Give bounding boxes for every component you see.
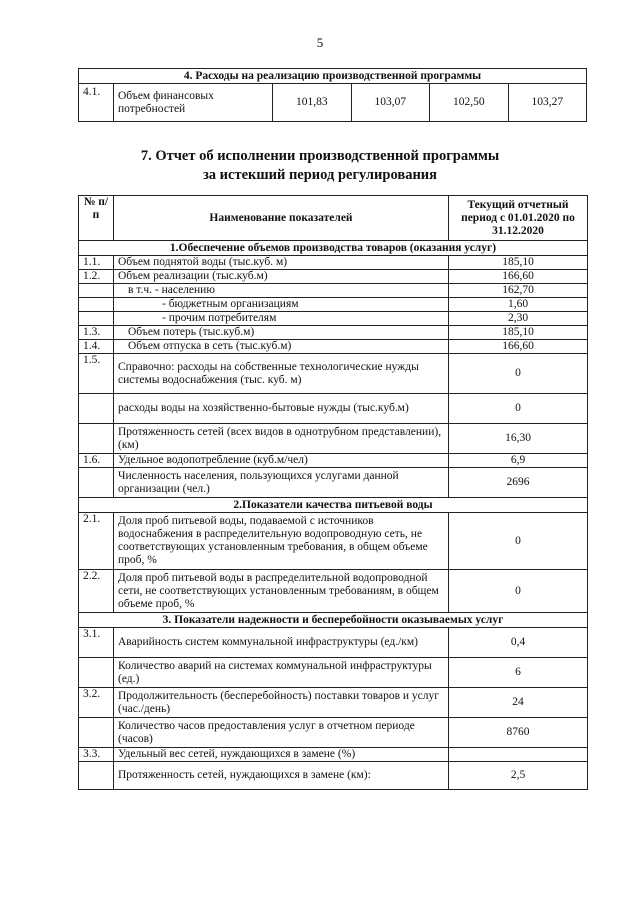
row-number: 3.1. [79, 628, 114, 658]
row-label: Удельный вес сетей, нуждающихся в замене (%) [114, 748, 449, 762]
row-value: 0,4 [449, 628, 588, 658]
row-label: Объем реализации (тыс.куб.м) [114, 270, 449, 284]
report-title-line-1: 7. Отчет об исполнении производственной программы [140, 148, 500, 164]
row-number [79, 718, 114, 748]
value-cell: 103,07 [351, 84, 430, 122]
table-row [79, 748, 588, 762]
table-row [79, 424, 588, 454]
table-row [79, 513, 588, 570]
value-cell: 101,83 [273, 84, 352, 122]
table-row [79, 658, 588, 688]
row-number [79, 762, 114, 790]
table-row [79, 298, 588, 312]
value-cell: 102,50 [430, 84, 509, 122]
table-row [79, 762, 588, 790]
row-number [79, 312, 114, 326]
row-number: 4.1. [79, 84, 114, 122]
row-label: Численность населения, пользующихся услугами данной организации (чел.) [114, 468, 449, 498]
row-value: 16,30 [449, 424, 588, 454]
row-label: Количество часов предоставления услуг в отчетном периоде (часов) [114, 718, 449, 748]
row-number: 3.3. [79, 748, 114, 762]
row-value: 24 [449, 688, 588, 718]
column-header-number: № п/п [79, 196, 114, 241]
table-row [79, 312, 588, 326]
row-number [79, 658, 114, 688]
table-row [79, 628, 588, 658]
row-label: в т.ч. - населению [114, 284, 449, 298]
row-value: 0 [449, 354, 588, 394]
row-number [79, 468, 114, 498]
section-header: 2.Показатели качества питьевой воды [79, 498, 588, 513]
row-value: 6 [449, 658, 588, 688]
row-number: 1.5. [79, 354, 114, 394]
row-value: 162,70 [449, 284, 588, 298]
table-row [79, 394, 588, 424]
row-label: Протяженность сетей (всех видов в однотрубном представлении), (км) [114, 424, 449, 454]
row-value: 2,5 [449, 762, 588, 790]
row-label: Доля проб питьевой воды, подаваемой с источников водоснабжения в распределительную водопроводную сеть, не соответствующих установленным требования, в общем объеме проб, % [114, 513, 449, 570]
row-value: 166,60 [449, 340, 588, 354]
row-number [79, 424, 114, 454]
table-row [79, 270, 588, 284]
column-header-value: Текущий отчетный период с 01.01.2020 по 31.12.2020 [449, 196, 588, 241]
row-number: 1.2. [79, 270, 114, 284]
row-value: 0 [449, 394, 588, 424]
row-label: Объем потерь (тыс.куб.м) [114, 326, 449, 340]
row-value: 2,30 [449, 312, 588, 326]
row-label: Справочно: расходы на собственные технологические нужды системы водоснабжения (тыс. куб. м) [114, 354, 449, 394]
expenses-table [78, 68, 587, 122]
row-label: - бюджетным организациям [114, 298, 449, 312]
row-value: 0 [449, 513, 588, 570]
report-title-line-2: за истекший период регулирования [202, 167, 438, 183]
report-title [0, 147, 640, 185]
row-label: Аварийность систем коммунальной инфраструктуры (ед./км) [114, 628, 449, 658]
row-number: 1.1. [79, 256, 114, 270]
report-table [78, 195, 588, 790]
row-number: 3.2. [79, 688, 114, 718]
row-number [79, 298, 114, 312]
column-header-name: Наименование показателей [114, 196, 449, 241]
table-row [79, 454, 588, 468]
row-label: Доля проб питьевой воды в распределительной водопроводной сети, не соответствующих установленным требованиям, в общем объеме проб, % [114, 570, 449, 613]
row-label: - прочим потребителям [114, 312, 449, 326]
table-row [79, 468, 588, 498]
row-label: Объем поднятой воды (тыс.куб. м) [114, 256, 449, 270]
row-value: 8760 [449, 718, 588, 748]
row-number: 1.4. [79, 340, 114, 354]
row-value [449, 748, 588, 762]
section-header: 1.Обеспечение объемов производства товаров (оказания услуг) [79, 241, 588, 256]
table-section-header: 4. Расходы на реализацию производственной программы [79, 69, 587, 84]
row-value: 1,60 [449, 298, 588, 312]
table-row [79, 84, 587, 122]
row-label: расходы воды на хозяйственно-бытовые нужды (тыс.куб.м) [114, 394, 449, 424]
row-label: Количество аварий на системах коммунальной инфраструктуры (ед.) [114, 658, 449, 688]
row-label: Продолжительность (бесперебойность) поставки товаров и услуг (час./день) [114, 688, 449, 718]
table-row [79, 688, 588, 718]
table-row [79, 340, 588, 354]
row-label: Объем отпуска в сеть (тыс.куб.м) [114, 340, 449, 354]
table-row [79, 354, 588, 394]
table-row [79, 284, 588, 298]
section-header: 3. Показатели надежности и бесперебойности оказываемых услуг [79, 613, 588, 628]
value-cell: 103,27 [508, 84, 587, 122]
page-number: 5 [316, 35, 324, 50]
row-label: Объем финансовых потребностей [114, 84, 273, 122]
row-label: Протяженность сетей, нуждающихся в замене (км): [114, 762, 449, 790]
row-number [79, 284, 114, 298]
table-row [79, 718, 588, 748]
table-row [79, 256, 588, 270]
row-value: 2696 [449, 468, 588, 498]
row-number: 2.2. [79, 570, 114, 613]
row-value: 166,60 [449, 270, 588, 284]
table-row [79, 326, 588, 340]
row-number: 2.1. [79, 513, 114, 570]
row-number [79, 394, 114, 424]
row-value: 185,10 [449, 326, 588, 340]
row-number: 1.6. [79, 454, 114, 468]
row-value: 0 [449, 570, 588, 613]
row-number: 1.3. [79, 326, 114, 340]
row-value: 185,10 [449, 256, 588, 270]
row-label: Удельное водопотребление (куб.м/чел) [114, 454, 449, 468]
table-row [79, 570, 588, 613]
row-value: 6,9 [449, 454, 588, 468]
